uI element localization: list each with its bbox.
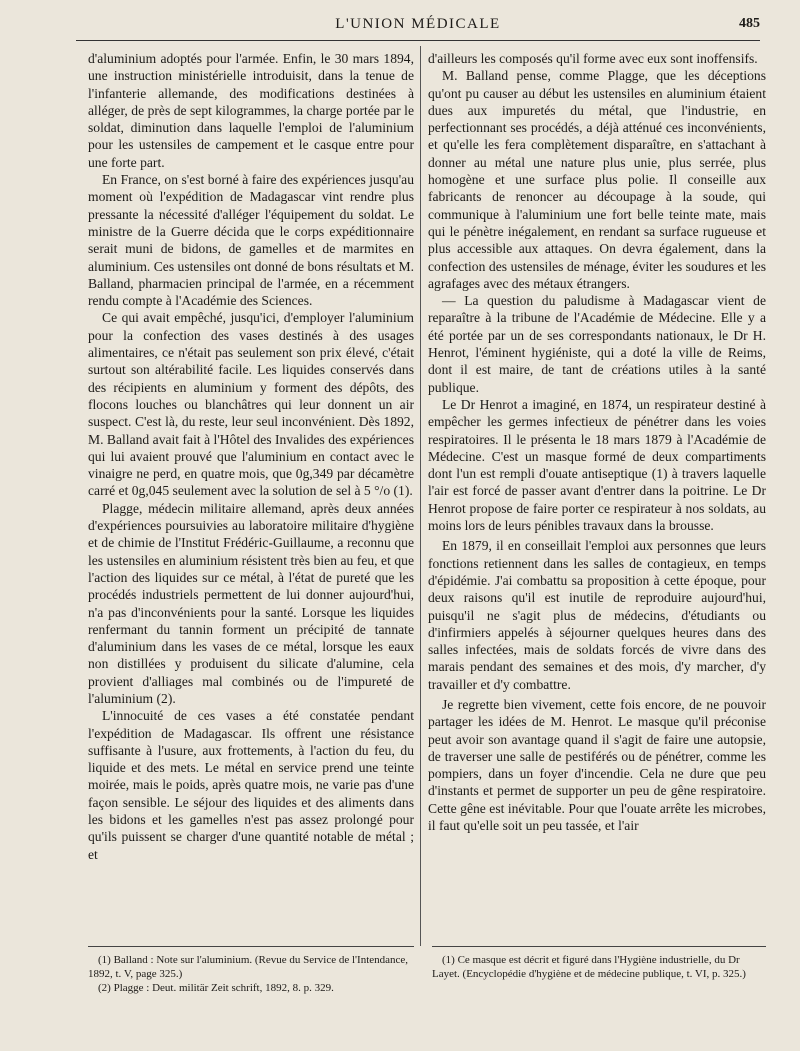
footnotes-right bbox=[432, 953, 766, 981]
paragraph: M. Balland pense, comme Plagge, que les déceptions qu'ont pu causer au début les ustensiles en aluminium étaient dues aux impuretés du métal, que l'industrie, en perfectionnant ses procédés, a déjà atténué ces inconvénients, et qu'elle les fera complètement disparaître, en s'attachant à donner au métal une nature plus unie, plus serrée, plus homogène et une surface plus polie. Il conseille aux fabricants de renoncer au découpage à la soude, qui communique à l'aluminium une fort belle teinte mate, mais qui le pénètre inégalement, en rendant sa surface rugueuse et plus accessible aux attaques. On devra également, dans la confection des ustensiles de ménage, éviter les soudures et les agrafages avec des métaux étrangers. bbox=[428, 68, 766, 291]
paragraph: Le Dr Henrot a imaginé, en 1874, un respirateur destiné à empêcher les germes infectieux de pénétrer dans les voies respiratoires. Il le présenta le 18 mars 1879 à l'Académie de Médecine. C'est un masque formé de deux compartiments dont l'un est rempli d'ouate antiseptique (1) à travers laquelle l'air est forcé de passer avant d'entrer dans la poitrine. Le Dr Henrot propose de faire porter ce respirateur à nos soldats, au moins lors de leurs pénibles travaux dans la brousse. bbox=[428, 396, 766, 534]
paragraph: d'ailleurs les composés qu'il forme avec eux sont inoffensifs. bbox=[428, 51, 758, 66]
left-column bbox=[88, 50, 414, 863]
footnote: (1) Ce masque est décrit et figuré dans l'Hygiène industrielle, du Dr Layet. (Encyclopédie d'hygiène et de médecine publique, t. VI, p. 325.) bbox=[432, 954, 746, 980]
footnote-rule-right bbox=[432, 946, 766, 947]
column-divider bbox=[420, 46, 421, 946]
paragraph: Je regrette bien vivement, cette fois encore, de ne pouvoir partager les idées de M. Henrot. Le masque qu'il préconise peut avoir son avantage quand il s'agit de faire une autopsie, de traverser une salle de pestiférés ou de pénétrer, comme les pompiers, dans un foyer d'incendie. Cela ne dure que peu d'instants et permet de supporter un peu de gêne respiratoire. Cette gêne est inévitable. Pour que l'ouate arrête les microbes, il faut qu'elle soit un peu tassée, et l'air bbox=[428, 696, 766, 834]
footnote: (1) Balland : Note sur l'aluminium. (Revue du Service de l'Intendance, 1892, t. V, page 325.) bbox=[88, 954, 409, 980]
footnote: (2) Plagge : Deut. militär Zeit schrift, 1892, 8. p. 329. bbox=[98, 982, 334, 994]
footnote-rule-left bbox=[88, 946, 414, 947]
journal-title: L'UNION MÉDICALE bbox=[335, 16, 501, 32]
footnotes-left bbox=[88, 953, 414, 995]
paragraph: — La question du paludisme à Madagascar vient de reparaître à la tribune de l'Académie de Médecine. Elle y a été portée par un de ses correspondants nationaux, le Dr H. Henrot, l'éminent hygiéniste, qui a doté la ville de Reims, dont il est maire, de tant de créations utiles à la santé publique. bbox=[428, 293, 766, 395]
running-header bbox=[76, 14, 760, 36]
paragraph: Plagge, médecin militaire allemand, après deux années d'expériences poursuivies au laboratoire militaire d'hygiène et de chimie de l'Institut Frédéric-Guillaume, a reconnu que les ustensiles en aluminium résistent très bien au feu, et que l'action des liquides sur ce métal, à l'état de pureté que les procédés industriels permettent de lui donner aujourd'hui, n'a pas d'inconvénients pour la santé. Lorsque les liquides renfermant du tannin forment un précipité de tannate d'aluminium dans les vases de ce métal, lorsque les eaux non distillées y produisent du silicate d'alumine, cela provient d'alliages mal combinés ou de l'impureté de l'aluminium (2). bbox=[88, 500, 414, 706]
page-number: 485 bbox=[739, 16, 760, 31]
right-column bbox=[428, 50, 766, 834]
paragraph: d'aluminium adoptés pour l'armée. Enfin, le 30 mars 1894, une instruction ministérielle introduisit, dans la tenue de l'infanterie allemande, des modifications destinées à alléger, de près de sept kilogrammes, la charge portée par le soldat, diminution dans laquelle l'emploi de l'aluminium pour les ustensiles de campement et le casque entre pour une forte part. bbox=[88, 51, 414, 170]
paragraph: En France, on s'est borné à faire des expériences jusqu'au moment où l'expédition de Madagascar vint rendre plus pressante la nécessité d'alléger l'équipement du soldat. Le ministre de la Guerre décida que le corps expéditionnaire serait muni de bidons, de gamelles et de marmites en aluminium. Ces ustensiles ont donné de bons résultats et M. Balland, pharmacien principal de l'armée, en a récemment rendu compte à l'Académie des Sciences. bbox=[88, 172, 414, 309]
paragraph: L'innocuité de ces vases a été constatée pendant l'expédition de Madagascar. Ils offrent une résistance suffisante à l'usure, aux frottements, à l'action du feu, du liquide et des mets. Le métal en service prend une teinte moirée, mais le poids, après quatre mois, ne varie pas d'une façon sensible. Le séjour des liquides et des aliments dans les bidons et les gamelles n'est pas assez prolongé pour qu'ils puissent se charger d'une quantité notable de métal ; et bbox=[88, 708, 414, 862]
paragraph: En 1879, il en conseillait l'emploi aux personnes que leurs fonctions retiennent dans les salles de contagieux, en temps d'épidémie. J'ai combattu sa proposition à cette époque, pour deux raisons qu'il est inutile de reproduire aujourd'hui, puisqu'il ne s'agit plus de médecins, d'étudiants ou d'infirmiers appelés à séjourner quelques heures dans des salles infectées, mais de soldats forcés de vivre dans des marais pendant des semaines et des mois, d'y marcher, d'y travailler et d'y combattre. bbox=[428, 538, 766, 692]
header-rule bbox=[76, 40, 760, 41]
paragraph: Ce qui avait empêché, jusqu'ici, d'employer l'aluminium pour la confection des vases destinés à des usages alimentaires, ce n'était pas seulement son prix élevé, c'était surtout son altérabilité facile. Les liquides conservés dans des récipients en aluminium y forment des dépôts, des flocons louches ou blanchâtres qui leur donnent un air suspect. C'est là, du reste, leur seul inconvénient. Dès 1892, M. Balland avait fait à l'Hôtel des Invalides des expériences qui lui avaient prouvé que l'aluminium en contact avec le vinaigre ne perd, en quatre mois, que 0g,349 par décamètre carré et 0g,045 seulement avec la solution de sel à 5 °/o (1). bbox=[88, 310, 414, 499]
